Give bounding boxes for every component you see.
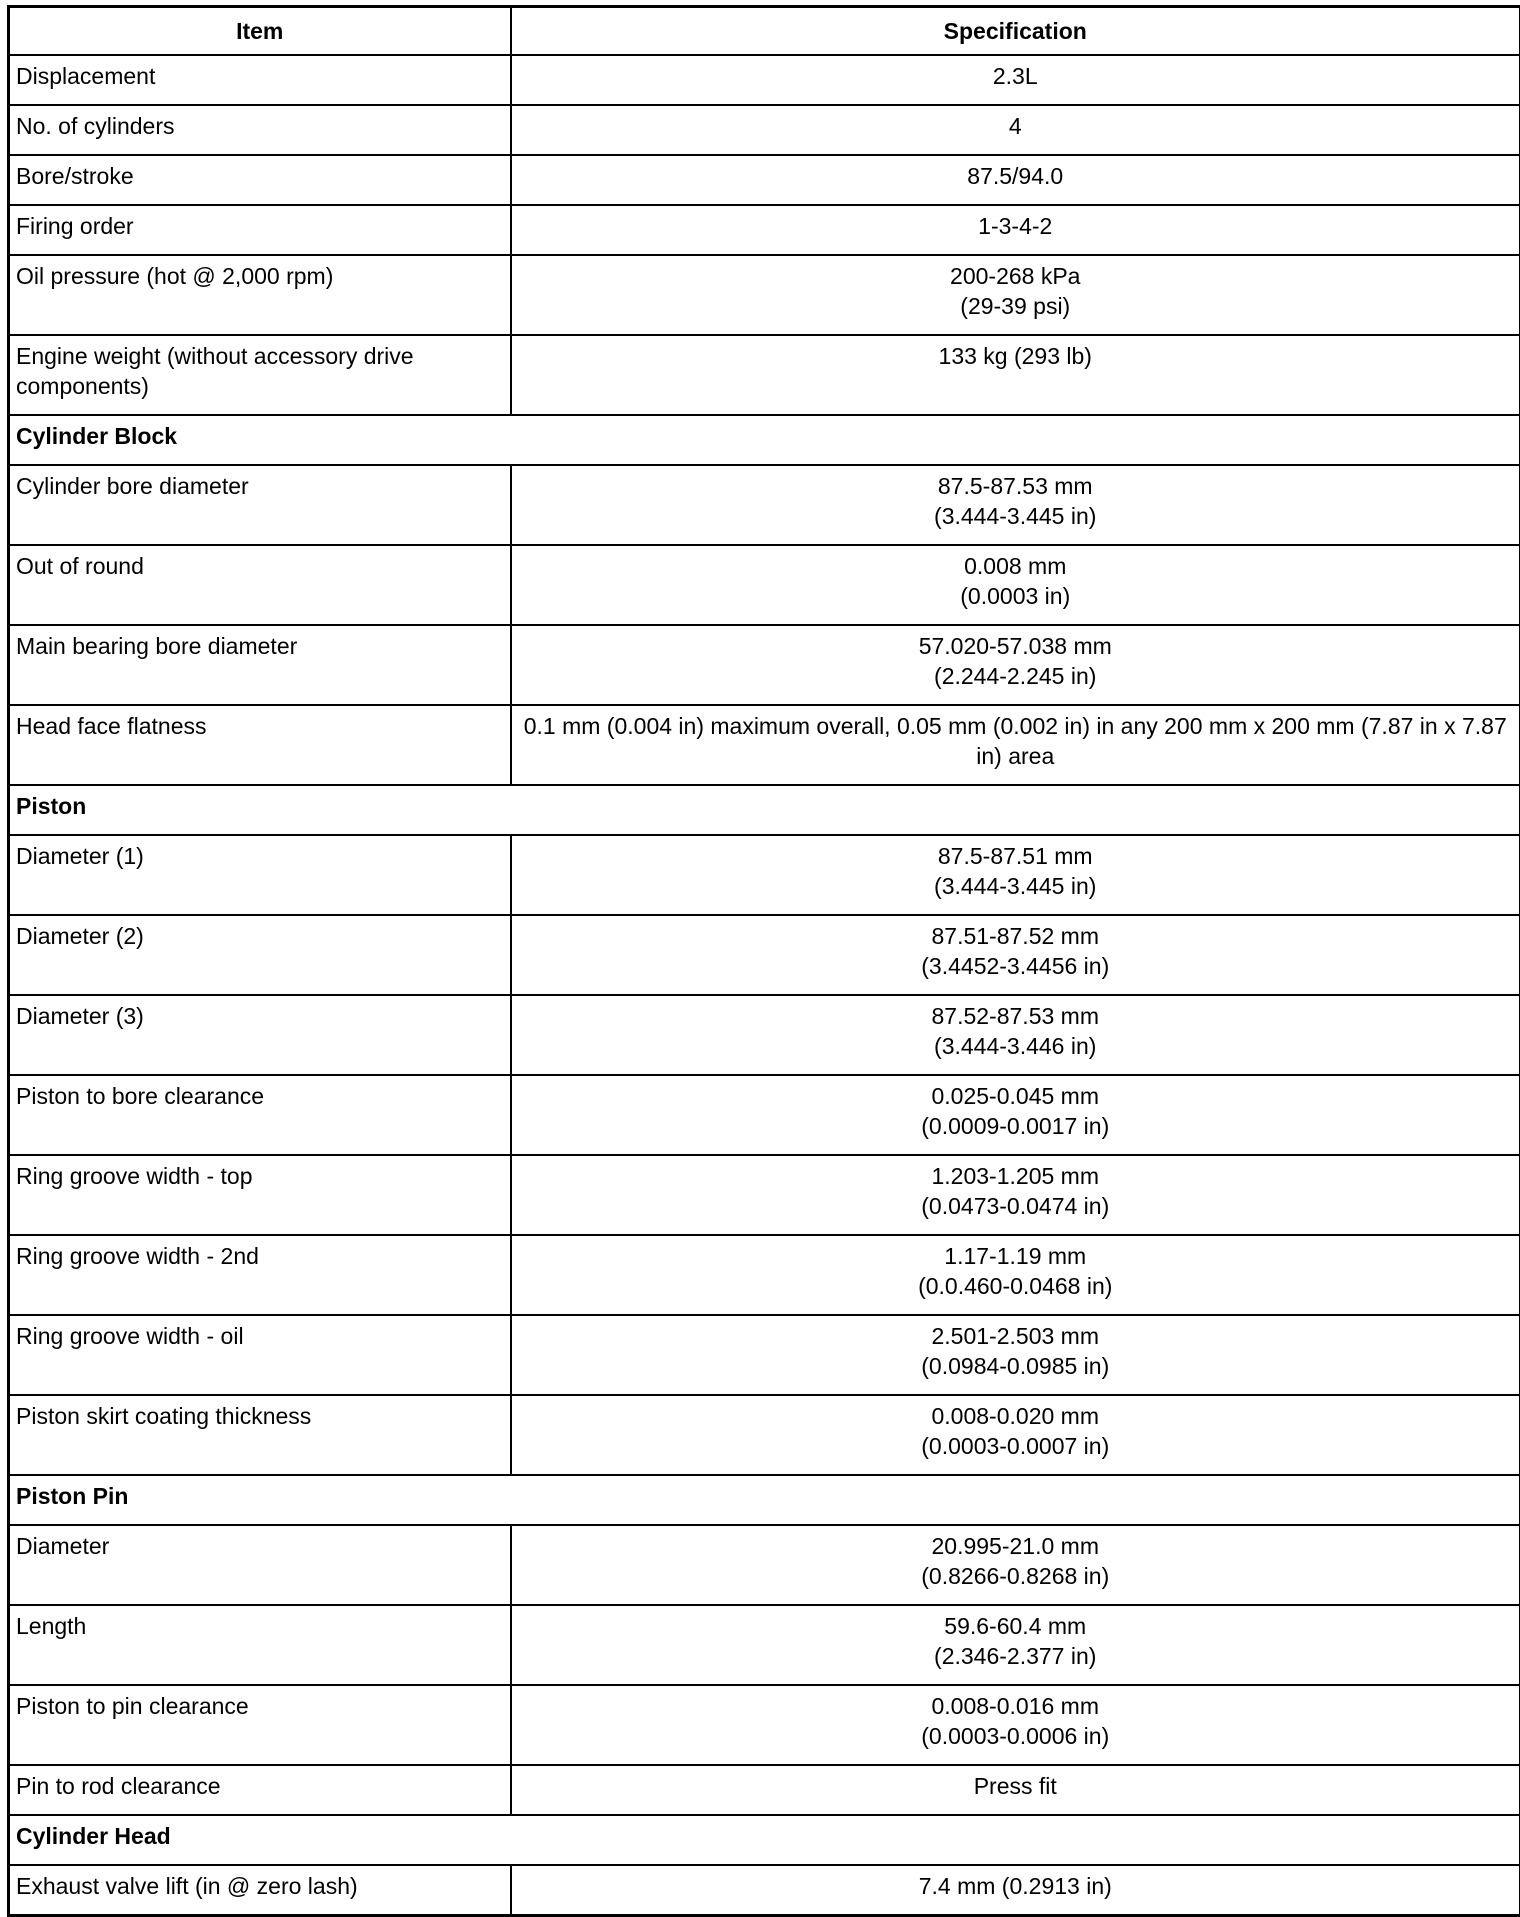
table-row [9, 545, 1520, 625]
table-row [9, 1395, 1520, 1475]
table-header-row [9, 7, 1520, 56]
spec-cell: 1.203-1.205 mm (0.0473-0.0474 in) [511, 1155, 1520, 1235]
section-title: Cylinder Head [9, 1815, 1520, 1865]
item-cell: Diameter (3) [9, 995, 511, 1075]
item-cell: Piston skirt coating thickness [9, 1395, 511, 1475]
item-cell: Diameter [9, 1525, 511, 1605]
spec-cell: 2.3L [511, 55, 1520, 105]
table-row [9, 155, 1520, 205]
specification-column-header: Specification [511, 7, 1520, 56]
spec-cell: 0.025-0.045 mm (0.0009-0.0017 in) [511, 1075, 1520, 1155]
spec-cell: 57.020-57.038 mm (2.244-2.245 in) [511, 625, 1520, 705]
item-cell: Ring groove width - oil [9, 1315, 511, 1395]
table-row [9, 1685, 1520, 1765]
item-cell: Main bearing bore diameter [9, 625, 511, 705]
section-row-piston-pin [9, 1475, 1520, 1525]
item-cell: Ring groove width - 2nd [9, 1235, 511, 1315]
section-row-cylinder-head [9, 1815, 1520, 1865]
item-cell: Length [9, 1605, 511, 1685]
table-row [9, 915, 1520, 995]
spec-cell: 1.17-1.19 mm (0.0.460-0.0468 in) [511, 1235, 1520, 1315]
item-cell: Pin to rod clearance [9, 1765, 511, 1815]
spec-cell: 4 [511, 105, 1520, 155]
section-row-cylinder-block [9, 415, 1520, 465]
table-row [9, 1865, 1520, 1916]
spec-cell: 200-268 kPa (29-39 psi) [511, 255, 1520, 335]
spec-cell: 0.008 mm (0.0003 in) [511, 545, 1520, 625]
spec-cell: 87.5-87.53 mm (3.444-3.445 in) [511, 465, 1520, 545]
table-row [9, 55, 1520, 105]
item-cell: Diameter (2) [9, 915, 511, 995]
table-row [9, 335, 1520, 415]
spec-cell: 7.4 mm (0.2913 in) [511, 1865, 1520, 1916]
table-row [9, 995, 1520, 1075]
table-row [9, 465, 1520, 545]
item-cell: Ring groove width - top [9, 1155, 511, 1235]
section-title: Piston [9, 785, 1520, 835]
item-cell: Cylinder bore diameter [9, 465, 511, 545]
spec-cell: 2.501-2.503 mm (0.0984-0.0985 in) [511, 1315, 1520, 1395]
table-row [9, 705, 1520, 785]
spec-cell: 59.6-60.4 mm (2.346-2.377 in) [511, 1605, 1520, 1685]
table-row [9, 1155, 1520, 1235]
spec-cell: 0.1 mm (0.004 in) maximum overall, 0.05 mm (0.002 in) in any 200 mm x 200 mm (7.87 in x 7.87 in) area [511, 705, 1520, 785]
item-cell: Piston to bore clearance [9, 1075, 511, 1155]
table-row [9, 625, 1520, 705]
spec-cell: 133 kg (293 lb) [511, 335, 1520, 415]
item-cell: Diameter (1) [9, 835, 511, 915]
table-row [9, 1315, 1520, 1395]
table-row [9, 1075, 1520, 1155]
item-cell: No. of cylinders [9, 105, 511, 155]
spec-cell: 0.008-0.016 mm (0.0003-0.0006 in) [511, 1685, 1520, 1765]
spec-cell: 87.5-87.51 mm (3.444-3.445 in) [511, 835, 1520, 915]
table-row [9, 1525, 1520, 1605]
item-cell: Displacement [9, 55, 511, 105]
table-row [9, 1235, 1520, 1315]
table-row [9, 1605, 1520, 1685]
spec-cell: 87.51-87.52 mm (3.4452-3.4456 in) [511, 915, 1520, 995]
table-row [9, 835, 1520, 915]
spec-cell: 20.995-21.0 mm (0.8266-0.8268 in) [511, 1525, 1520, 1605]
item-column-header: Item [9, 7, 511, 56]
item-cell: Firing order [9, 205, 511, 255]
spec-cell: Press fit [511, 1765, 1520, 1815]
item-cell: Engine weight (without accessory drive components) [9, 335, 511, 415]
table-row [9, 1765, 1520, 1815]
item-cell: Bore/stroke [9, 155, 511, 205]
item-cell: Exhaust valve lift (in @ zero lash) [9, 1865, 511, 1916]
item-cell: Out of round [9, 545, 511, 625]
spec-cell: 1-3-4-2 [511, 205, 1520, 255]
spec-cell: 87.5/94.0 [511, 155, 1520, 205]
item-cell: Oil pressure (hot @ 2,000 rpm) [9, 255, 511, 335]
table-row [9, 255, 1520, 335]
spec-cell: 87.52-87.53 mm (3.444-3.446 in) [511, 995, 1520, 1075]
section-title: Piston Pin [9, 1475, 1520, 1525]
table-row [9, 105, 1520, 155]
table-row [9, 205, 1520, 255]
item-cell: Head face flatness [9, 705, 511, 785]
section-title: Cylinder Block [9, 415, 1520, 465]
spec-cell: 0.008-0.020 mm (0.0003-0.0007 in) [511, 1395, 1520, 1475]
item-cell: Piston to pin clearance [9, 1685, 511, 1765]
specifications-table [7, 5, 1520, 1917]
section-row-piston [9, 785, 1520, 835]
